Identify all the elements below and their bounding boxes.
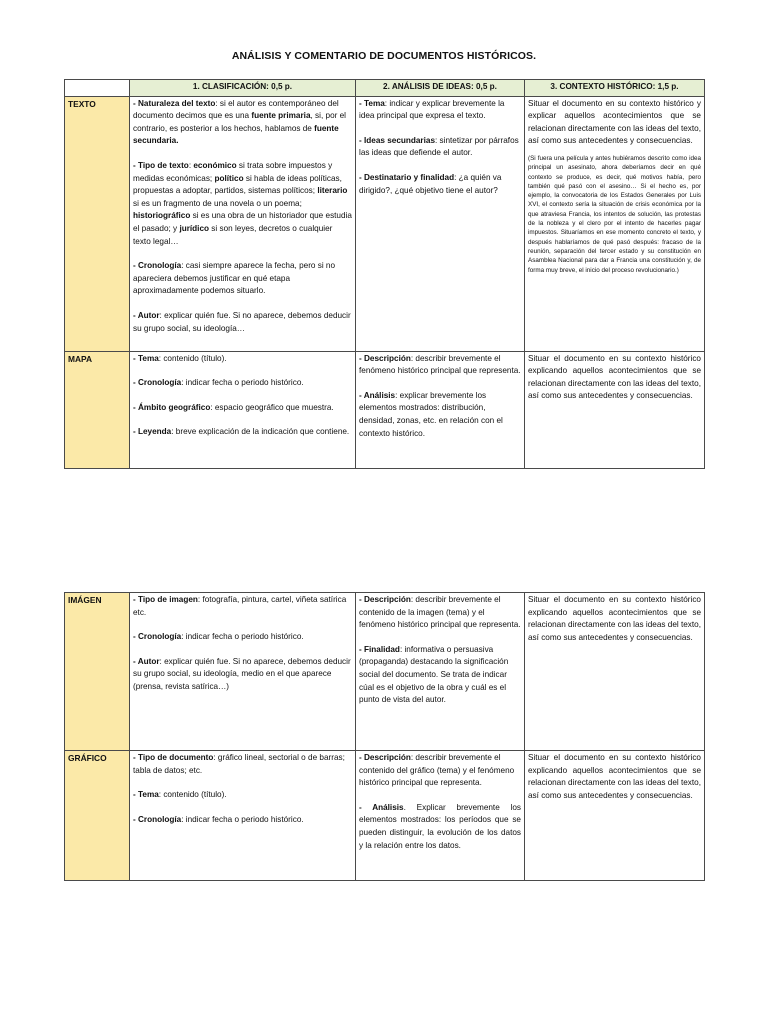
imagen-cronologia: - Cronología: indicar fecha o periodo histórico. — [133, 632, 304, 642]
row-label-imagen: IMÁGEN — [65, 593, 130, 751]
grafico-tema: - Tema: contenido (título). — [133, 790, 227, 800]
cell-texto-clasificacion — [130, 96, 356, 351]
texto-destinatario: - Destinatario y finalidad: ¿a quién va dirigido?, ¿qué objetivo tiene el autor? — [359, 172, 502, 195]
row-label-grafico: GRÁFICO — [65, 751, 130, 881]
mapa-cronologia: - Cronología: indicar fecha o periodo histórico. — [133, 378, 304, 388]
row-label-mapa: MAPA — [65, 351, 130, 468]
cell-mapa-clasificacion — [130, 351, 356, 468]
mapa-leyenda: - Leyenda: breve explicación de la indicación que contiene. — [133, 427, 350, 437]
cell-grafico-contexto: Situar el documento en su contexto histórico explicando aquellos acontecimientos que se relacionan directamente con las ideas del texto, así como sus antecedentes y consecuencias. — [525, 751, 705, 881]
cell-texto-contexto — [525, 96, 705, 351]
header-blank — [65, 80, 130, 97]
cell-imagen-contexto: Situar el documento en su contexto histórico explicando aquellos acontecimientos que se relacionan directamente con las ideas del texto, así como sus antecedentes y consecuencias. — [525, 593, 705, 751]
texto-contexto-main: Situar el documento en su contexto histórico y explicar aquellos acontecimientos que se relacionan directamente con las ideas del texto, así como sus antecedentes y consecuencias. — [528, 98, 701, 146]
mapa-ambito: - Ámbito geográfico: espacio geográfico que muestra. — [133, 402, 334, 412]
imagen-autor: - Autor: explicar quién fue. Si no aparece, debemos deducir su grupo social, su ideología, medio en el que aparece (prensa, revista satírica…) — [133, 656, 351, 691]
row-imagen — [65, 593, 705, 751]
header-contexto: 3. CONTEXTO HISTÓRICO: 1,5 p. — [525, 80, 705, 97]
cell-grafico-clasificacion — [130, 751, 356, 881]
row-texto — [65, 96, 705, 351]
texto-naturaleza: - Naturaleza del texto: si el autor es contemporáneo del documento decimos que es una fuente primaria, si, por el contrario, es posterior a los hechos, hablamos de fuente secundaria. — [133, 98, 346, 146]
row-label-texto: TEXTO — [65, 96, 130, 351]
grafico-analisis: - Análisis. Explicar brevemente los elementos mostrados: los períodos que se pueden distinguir, la evolución de los datos y la relación entre los datos. — [359, 802, 521, 850]
row-grafico — [65, 751, 705, 881]
page-title: ANÁLISIS Y COMENTARIO DE DOCUMENTOS HISTÓRICOS. — [231, 50, 537, 62]
cell-imagen-analisis — [356, 593, 525, 751]
grafico-cronologia: - Cronología: indicar fecha o periodo histórico. — [133, 814, 304, 824]
table-top — [64, 79, 705, 469]
cell-texto-analisis — [356, 96, 525, 351]
cell-grafico-analisis — [356, 751, 525, 881]
cell-imagen-clasificacion — [130, 593, 356, 751]
header-analisis-ideas: 2. ANÁLISIS DE IDEAS: 0,5 p. — [356, 80, 525, 97]
grafico-tipo: - Tipo de documento: gráfico lineal, sectorial o de barras; tabla de datos; etc. — [133, 753, 345, 775]
texto-ideas-secundarias: - Ideas secundarias: sintetizar por párrafos las ideas que defiende el autor. — [359, 135, 519, 158]
texto-contexto-note: (Si fuera una película y antes hubiéramos descrito como idea principal un asesinato, ahora deberíamos decir en qué contexto se produce, es decir, qué motivos había, pero también qué pasó con el asesino… Si el hecho es, por ejemplo, la convocatoria de los Estados Generales por Luis XVI, el contexto sería la situación de crisis económica por la que atraviesa Francia, los intentos de solución, las protestas de la nobleza y el clero por el intento de hacerles pagar impuestos. Situaríamos en ese momento concreto el texto, y después hablaríamos de qué pasó después: fracaso de la reunión, separación del tercer estado y su constitución en Asamblea Nacional para dar a Francia una constitución y, de forma muy breve, el inicio del proceso revolucionario.) — [528, 154, 701, 274]
texto-cronologia: - Cronología: casi siempre aparece la fecha, pero si no apareciera debemos justificar en qué etapa aproximadamente podemos situarlo. — [133, 261, 336, 296]
mapa-descripcion: - Descripción: describir brevemente el fenómeno histórico principal que representa. — [359, 353, 521, 376]
row-mapa — [65, 351, 705, 468]
texto-tipo: - Tipo de texto: económico si trata sobre impuestos y medidas económicas; político si habla de ideas políticas, propuestas a adoptar, partidos, sistemas políticos; literario si es un fragmento de una novela o un poema; historiográfico si es una obra de un historiador que estudia el pasado; y jurídico si son leyes, decretos o cualquier texto legal… — [133, 160, 352, 246]
header-row — [65, 80, 705, 97]
table-bottom — [64, 592, 705, 881]
mapa-tema: - Tema: contenido (título). — [133, 353, 227, 363]
texto-tema: - Tema: indicar y explicar brevemente la idea principal que expresa el texto. — [359, 98, 505, 121]
imagen-finalidad: - Finalidad: informativa o persuasiva (propaganda) destacando la significación social del documento. Se trata de indicar cúal es el objetivo de la obra y cuál es el punto de vista del autor. — [359, 644, 509, 705]
cell-mapa-contexto: Situar el documento en su contexto histórico explicando aquellos acontecimientos que se relacionan directamente con las ideas del texto, así como sus antecedentes y consecuencias. — [525, 351, 705, 468]
cell-mapa-analisis — [356, 351, 525, 468]
texto-autor: - Autor: explicar quién fue. Si no aparece, debemos deducir su grupo social, su ideología… — [133, 310, 351, 333]
imagen-tipo: - Tipo de imagen: fotografía, pintura, cartel, viñeta satírica etc. — [133, 595, 347, 617]
mapa-analisis: - Análisis: explicar brevemente los elementos mostrados: distribución, densidad, zonas, etc. en relación con el contexto histórico. — [359, 390, 503, 438]
header-clasificacion: 1. CLASIFICACIÓN: 0,5 p. — [130, 80, 356, 97]
imagen-descripcion: - Descripción: describir brevemente el contenido de la imagen (tema) y el fenómeno histórico principal que representa. — [359, 595, 521, 630]
grafico-descripcion: - Descripción: describir brevemente el contenido del gráfico (tema) y el fenómeno histórico principal que representa. — [359, 753, 515, 788]
